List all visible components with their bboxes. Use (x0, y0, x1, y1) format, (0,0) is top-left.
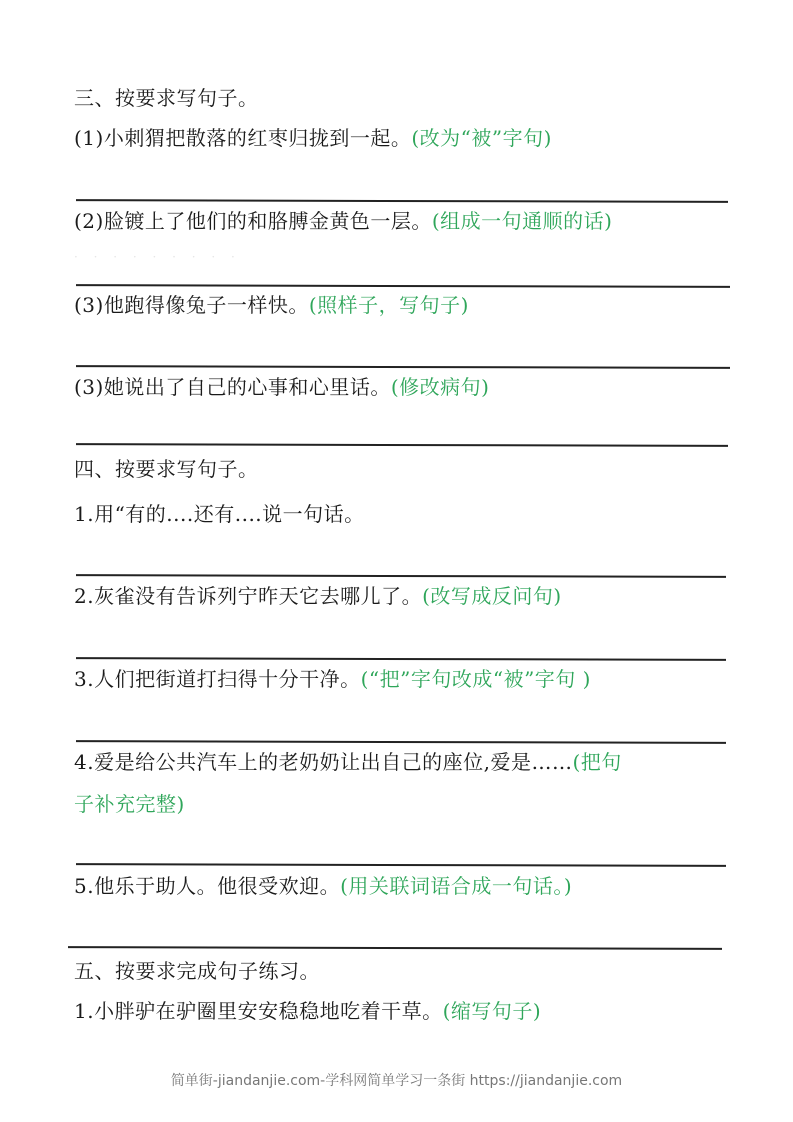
question-hint: (把句 (572, 750, 622, 774)
question-text: (2)脸镀上了他们的和胳膊金黄色一层。 (74, 209, 432, 233)
answer-line[interactable] (76, 740, 726, 744)
question-text: 3.人们把街道打扫得十分干净。 (74, 667, 361, 691)
answer-line[interactable] (76, 863, 726, 867)
page-footer: 简单街-jiandanjie.com-学科网简单学习一条街 https://jiandanjie.com (170, 1073, 623, 1089)
question-hint-continued: 子补充完整) (74, 792, 185, 816)
section4-item-3 (74, 665, 591, 693)
question-hint: (组成一句通顺的话) (431, 209, 613, 233)
section4-item-1 (74, 500, 365, 528)
question-hint: (改写成反问句) (422, 584, 562, 608)
answer-line[interactable] (76, 365, 730, 369)
answer-line[interactable] (76, 284, 730, 288)
question-text: 2.灰雀没有告诉列宁昨天它去哪儿了。 (74, 584, 423, 608)
question-text: (1)小刺猬把散落的红枣归拢到一起。 (74, 126, 412, 150)
section4-heading: 四、按要求写句子。 (74, 457, 259, 481)
question-text: 1.小胖驴在驴圈里安安稳稳地吃着干草。 (74, 999, 443, 1023)
question-text: 1.用“有的....还有....说一句话。 (74, 502, 365, 526)
question-hint: (照样子，写句子) (308, 293, 469, 317)
question-text: (3)她说出了自己的心事和心里话。 (74, 375, 391, 399)
answer-line[interactable] (76, 574, 726, 578)
question-text: 5.他乐于助人。他很受欢迎。 (74, 874, 341, 898)
answer-line[interactable] (76, 443, 728, 447)
answer-line[interactable] (76, 199, 728, 203)
section3-heading: 三、按要求写句子。 (74, 86, 259, 110)
answer-line[interactable] (76, 657, 726, 661)
section4-item-2 (74, 582, 562, 610)
question-hint: (用关联词语合成一句话。) (340, 874, 573, 898)
question-hint: (修改病句) (390, 375, 490, 399)
section3-item-1 (74, 124, 552, 152)
question-hint: (缩写句子) (442, 999, 542, 1023)
question-text: (3)他跑得像兔子一样快。 (74, 293, 309, 317)
section3-item-4 (74, 373, 489, 401)
question-text: 4.爱是给公共汽车上的老奶奶让出自己的座位,爱是…… (74, 750, 573, 774)
answer-line[interactable] (68, 946, 722, 950)
section4-item-4 (74, 748, 622, 776)
section4-item-5 (74, 872, 572, 900)
section3-item-2 (74, 207, 612, 235)
faint-bleed-through: · · · · · · · · · (74, 250, 241, 264)
section3-item-3 (74, 291, 469, 319)
question-hint: (“把”字句改成“被”字句 ) (360, 667, 591, 691)
section5-item-1 (74, 997, 541, 1025)
section5-heading: 五、按要求完成句子练习。 (74, 959, 320, 983)
question-hint: (改为“被”字句) (411, 126, 552, 150)
